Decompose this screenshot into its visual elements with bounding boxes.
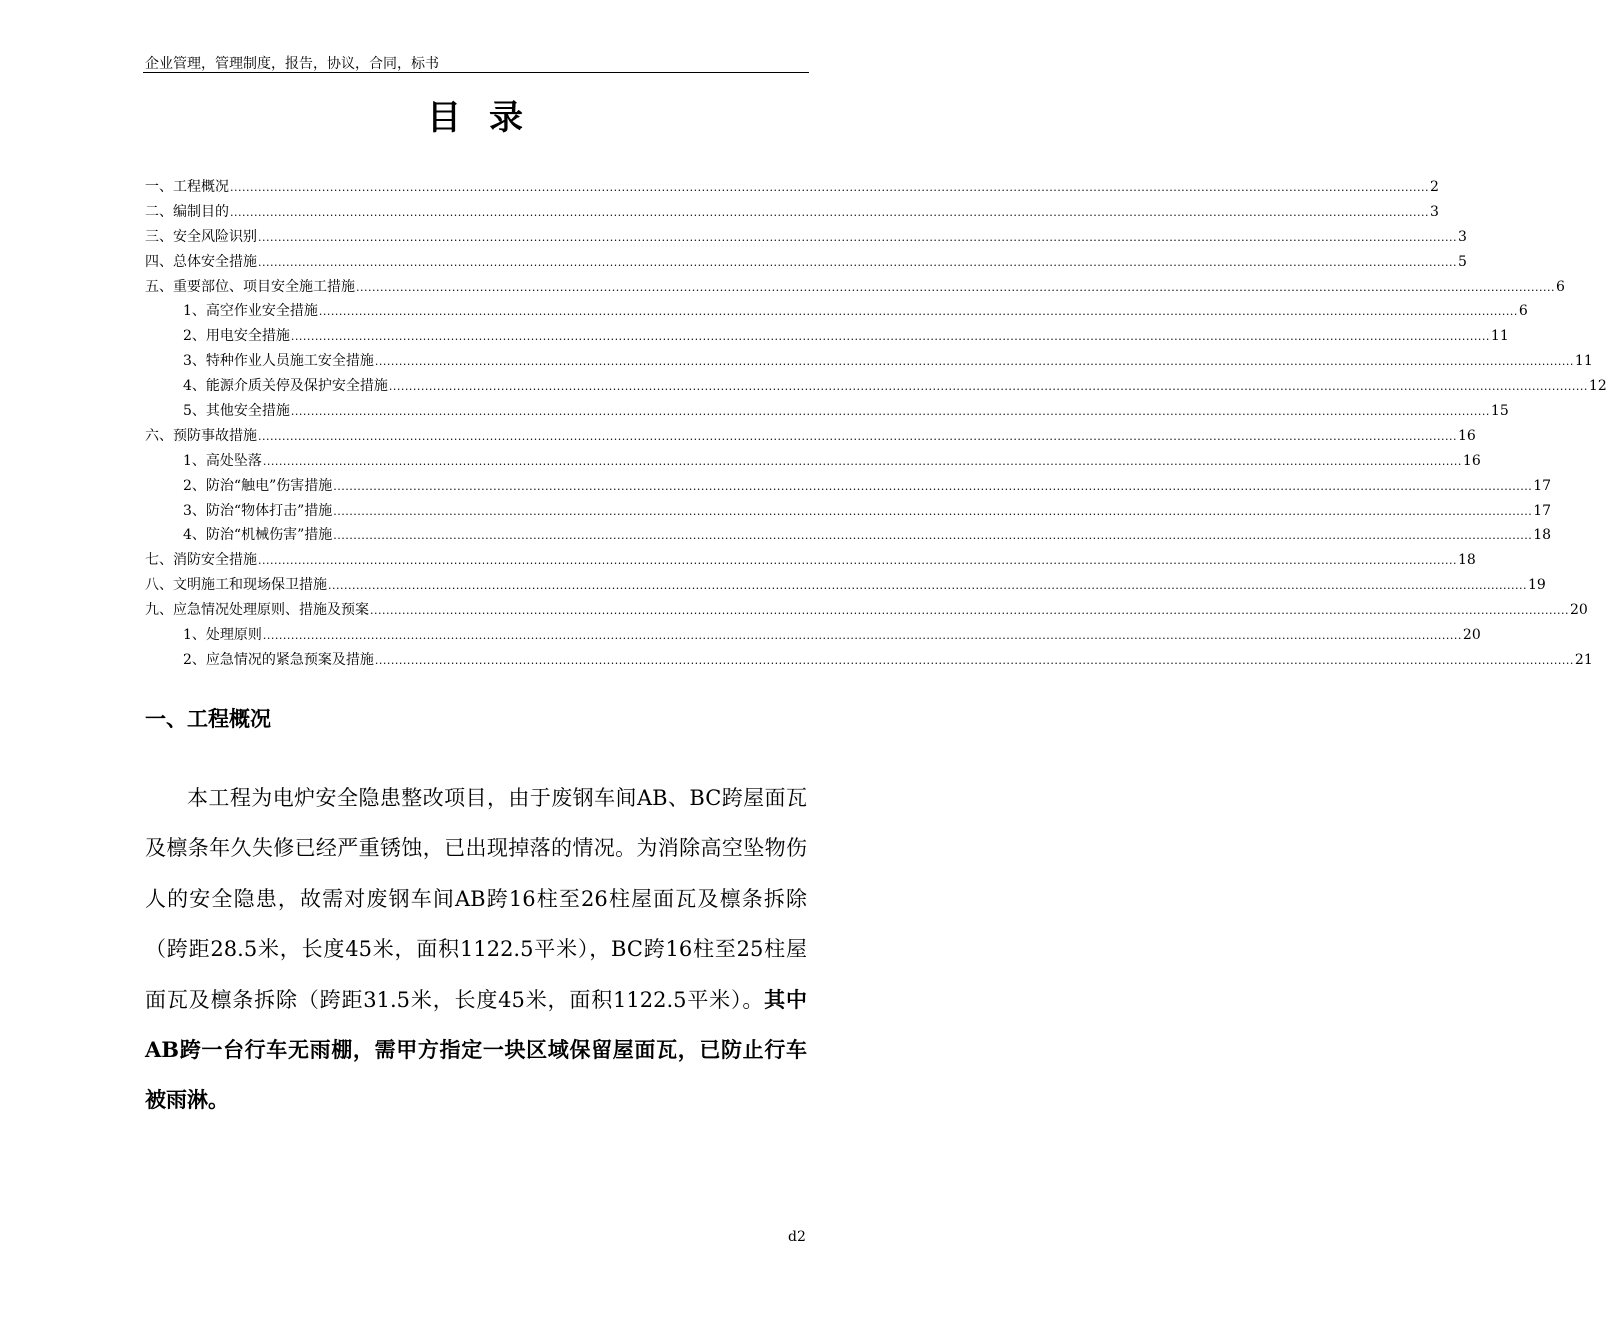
toc-entry-page: 20	[1569, 602, 1588, 619]
toc-entry-label: 六、预防事故措施	[145, 427, 257, 444]
toc-leader-dots: ............................................................................................................................................................................................................................................................................................................	[262, 454, 1462, 468]
toc-title: 目录	[427, 98, 551, 138]
toc-leader-dots: ............................................................................................................................................................................................................................................................................................................	[370, 604, 1569, 618]
toc-entry[interactable]	[145, 277, 1565, 302]
toc-leader-dots: ............................................................................................................................................................................................................................................................................................................	[318, 305, 1518, 319]
toc-entry-label: 2、应急情况的紧急预案及措施	[183, 651, 374, 668]
toc-leader-dots: ............................................................................................................................................................................................................................................................................................................	[333, 504, 1533, 518]
toc-entry-label: 4、防治“机械伤害”措施	[183, 527, 333, 544]
toc-leader-dots: ............................................................................................................................................................................................................................................................................................................	[258, 230, 1457, 244]
toc-entry-label: 1、高空作业安全措施	[183, 303, 318, 320]
toc-entry-page: 12	[1588, 378, 1607, 395]
toc-leader-dots: ............................................................................................................................................................................................................................................................................................................	[328, 579, 1527, 593]
toc-entry[interactable]	[145, 202, 1439, 227]
toc-entry[interactable]	[145, 326, 1509, 351]
toc-entry[interactable]	[145, 177, 1439, 202]
toc-entry[interactable]	[145, 476, 1552, 501]
toc-entry-page: 20	[1462, 627, 1481, 644]
toc-leader-dots: ............................................................................................................................................................................................................................................................................................................	[290, 405, 1490, 419]
toc-entry[interactable]	[145, 401, 1509, 426]
toc-entry-page: 18	[1533, 527, 1552, 544]
toc-entry-page: 2	[1429, 179, 1439, 195]
toc-entry-label: 七、消防安全措施	[145, 552, 257, 569]
toc-leader-dots: ............................................................................................................................................................................................................................................................................................................	[262, 629, 1462, 643]
toc-entry-label: 三、安全风险识别	[145, 228, 257, 245]
toc-entry-page: 6	[1518, 303, 1528, 320]
toc-leader-dots: ............................................................................................................................................................................................................................................................................................................	[290, 330, 1490, 344]
table-of-contents	[145, 177, 1607, 675]
toc-entry-label: 2、防治“触电”伤害措施	[183, 477, 333, 494]
toc-leader-dots: ............................................................................................................................................................................................................................................................................................................	[230, 181, 1429, 194]
section-heading: 一、工程概况	[145, 707, 271, 731]
toc-entry-page: 3	[1429, 203, 1439, 220]
toc-entry-page: 15	[1490, 403, 1509, 420]
toc-leader-dots: ............................................................................................................................................................................................................................................................................................................	[374, 355, 1574, 369]
toc-leader-dots: ............................................................................................................................................................................................................................................................................................................	[230, 205, 1429, 219]
toc-entry-page: 3	[1457, 228, 1467, 245]
toc-entry-label: 五、重要部位、项目安全施工措施	[145, 278, 355, 295]
toc-leader-dots: ............................................................................................................................................................................................................................................................................................................	[388, 380, 1588, 394]
toc-entry-label: 一、工程概况	[145, 179, 229, 195]
toc-entry[interactable]	[145, 600, 1588, 625]
toc-entry-page: 11	[1490, 328, 1509, 345]
toc-leader-dots: ............................................................................................................................................................................................................................................................................................................	[258, 429, 1457, 443]
toc-leader-dots: ............................................................................................................................................................................................................................................................................................................	[258, 554, 1457, 568]
toc-entry-label: 八、文明施工和现场保卫措施	[145, 577, 327, 594]
toc-entry[interactable]	[145, 301, 1528, 326]
toc-entry-page: 17	[1533, 502, 1552, 519]
toc-entry-page: 16	[1462, 452, 1481, 469]
toc-entry[interactable]	[145, 650, 1593, 675]
toc-entry-label: 2、用电安全措施	[183, 328, 290, 345]
section-paragraph	[145, 773, 807, 1126]
toc-entry[interactable]	[145, 451, 1481, 476]
page-header-text: 企业管理，管理制度，报告，协议，合同，标书	[145, 56, 439, 72]
toc-entry-label: 四、总体安全措施	[145, 253, 257, 270]
toc-entry-page: 19	[1527, 577, 1546, 594]
toc-entry-label: 1、处理原则	[183, 627, 262, 644]
toc-entry-label: 1、高处坠落	[183, 452, 262, 469]
toc-entry-label: 九、应急情况处理原则、措施及预案	[145, 602, 369, 619]
toc-entry[interactable]	[145, 227, 1467, 252]
toc-entry[interactable]	[145, 252, 1467, 277]
toc-entry-page: 21	[1574, 651, 1593, 668]
toc-entry-page: 17	[1533, 477, 1552, 494]
toc-entry-page: 5	[1457, 253, 1467, 270]
toc-entry[interactable]	[145, 501, 1552, 526]
toc-leader-dots: ............................................................................................................................................................................................................................................................................................................	[333, 529, 1533, 543]
paragraph-normal-text: 本工程为电炉安全隐患整改项目，由于废钢车间AB、BC跨屋面瓦及檩条年久失修已经严重锈蚀，已出现掉落的情况。为消除高空坠物伤人的安全隐患，故需对废钢车间AB跨16柱至26柱屋面瓦及檩条拆除（跨距28.5米，长度45米，面积1122.5平米），BC跨16柱至25柱屋面瓦及檩条拆除（跨距31.5米，长度45米，面积1122.5平米）。	[145, 786, 807, 1012]
toc-leader-dots: ............................................................................................................................................................................................................................................................................................................	[374, 653, 1574, 667]
toc-entry-label: 3、特种作业人员施工安全措施	[183, 353, 374, 370]
toc-entry[interactable]	[145, 550, 1476, 575]
toc-entry-label: 二、编制目的	[145, 203, 229, 220]
toc-entry-page: 16	[1457, 427, 1476, 444]
toc-leader-dots: ............................................................................................................................................................................................................................................................................................................	[356, 280, 1555, 294]
toc-entry[interactable]	[145, 426, 1476, 451]
toc-entry[interactable]	[145, 575, 1546, 600]
toc-entry-label: 3、防治“物体打击”措施	[183, 502, 333, 519]
toc-entry-label: 4、能源介质关停及保护安全措施	[183, 378, 388, 395]
toc-entry-page: 11	[1574, 353, 1593, 370]
toc-entry-page: 6	[1555, 278, 1565, 295]
toc-entry[interactable]	[145, 525, 1552, 550]
toc-entry-label: 5、其他安全措施	[183, 403, 290, 420]
toc-entry-page: 18	[1457, 552, 1476, 569]
toc-entry[interactable]	[145, 376, 1607, 401]
header-divider	[143, 72, 809, 73]
toc-leader-dots: ............................................................................................................................................................................................................................................................................................................	[333, 479, 1533, 493]
toc-leader-dots: ............................................................................................................................................................................................................................................................................................................	[258, 255, 1457, 269]
toc-entry[interactable]	[145, 625, 1481, 650]
page-number: d2	[788, 1229, 806, 1245]
toc-entry[interactable]	[145, 351, 1593, 376]
paragraph-bold-text: 其中AB跨一台行车无雨棚，需甲方指定一块区域保留屋面瓦，已防止行车被雨淋。	[145, 986, 807, 1113]
